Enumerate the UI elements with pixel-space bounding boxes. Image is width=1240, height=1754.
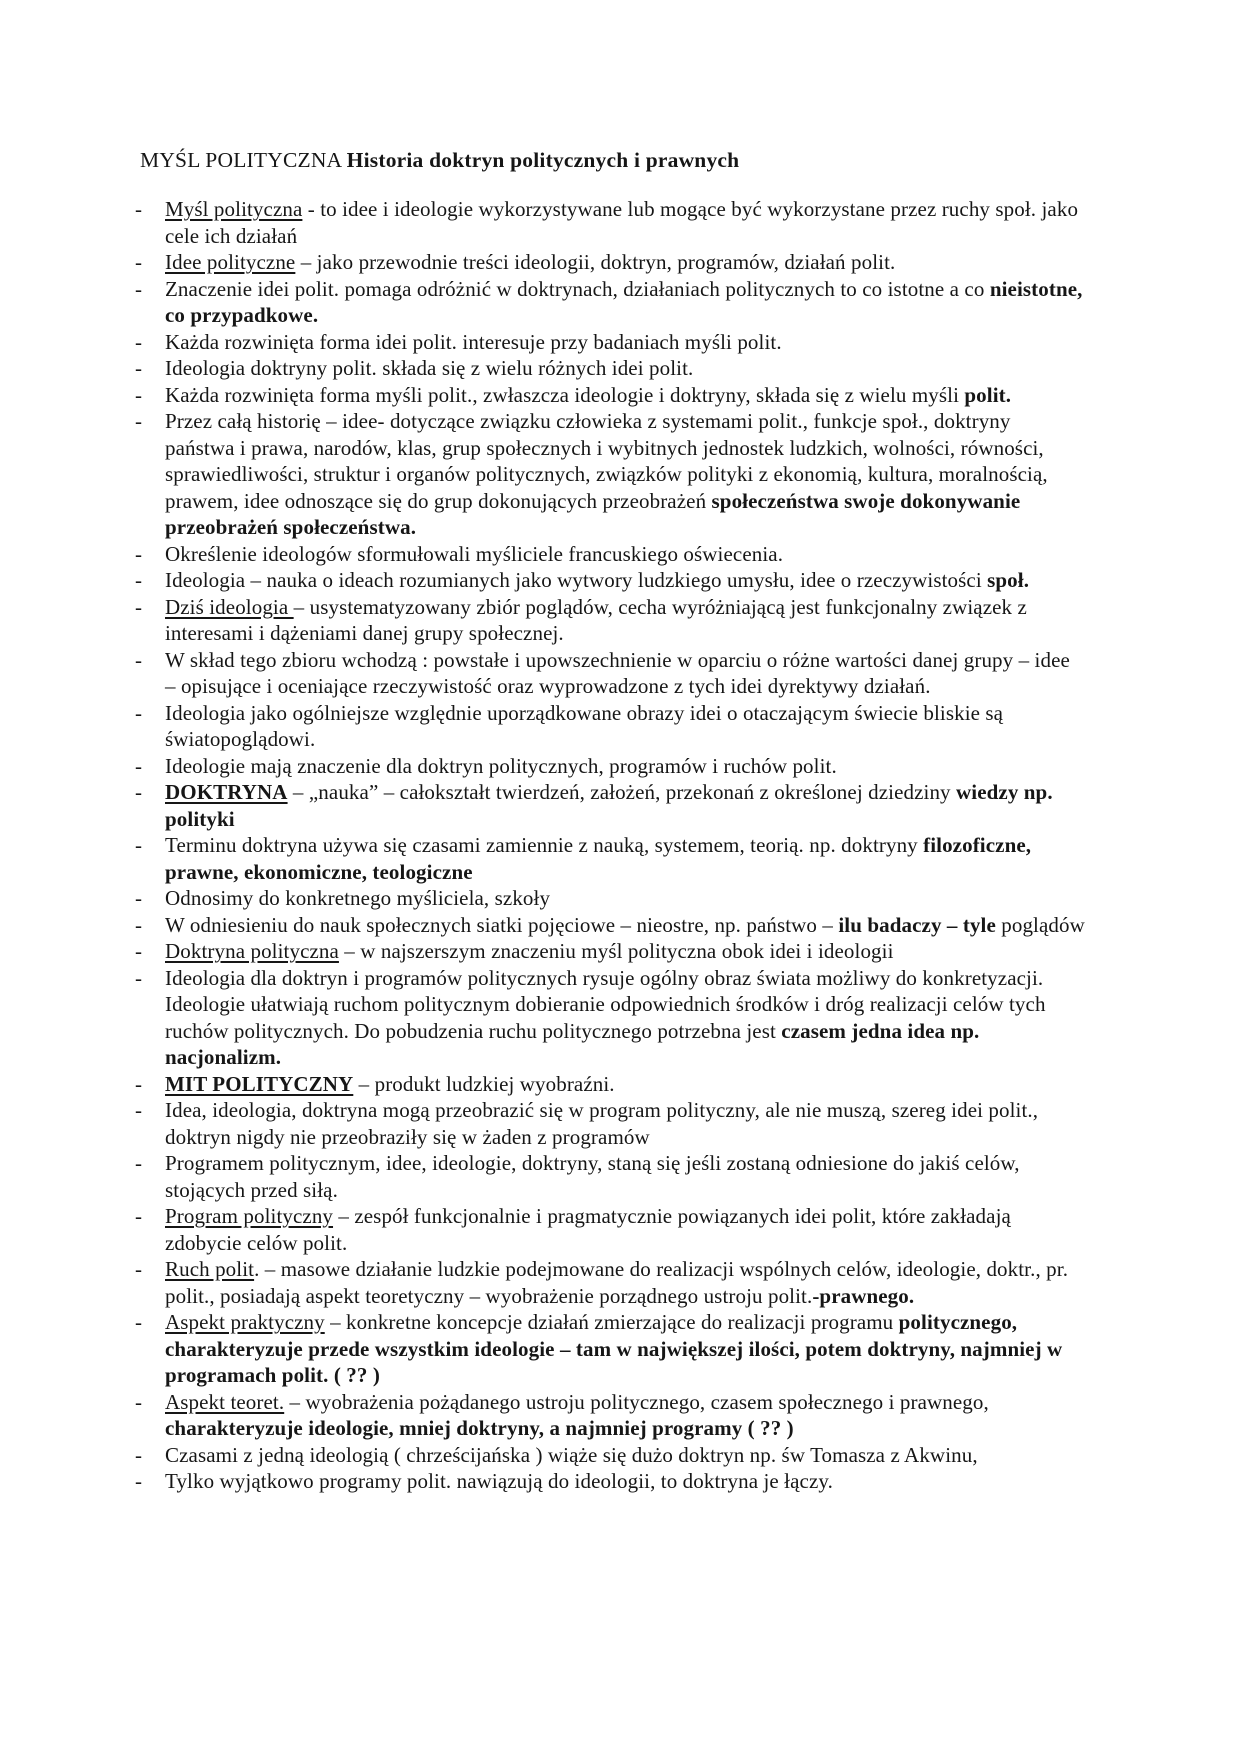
text-segment: - to idee i ideologie wykorzystywane lub mogące być wykorzystane przez ruchy społ. jako cele ich działań <box>165 197 1079 248</box>
list-item <box>133 196 1085 249</box>
item-text <box>165 1072 615 1096</box>
list-item <box>133 1071 1085 1098</box>
bullet-dash: - <box>135 833 143 857</box>
item-text <box>165 754 837 778</box>
text-segment: charakteryzuje ideologie, mniej doktryny, a najmniej programy ( ?? ) <box>165 1416 794 1440</box>
text-segment: Ideologia dla doktryn i programów politycznych rysuje ogólny obraz świata możliwy do konkretyzacji. Ideologie ułatwiają ruchom politycznym dobieranie odpowiednich środków i dróg realizacji celów tych ruchów politycznych. Do pobudzenia ruchu politycznego potrzebna jest <box>165 965 1046 1043</box>
page-title <box>140 147 739 174</box>
bullet-dash: - <box>135 965 143 990</box>
bullet-dash: - <box>135 1151 143 1175</box>
bullet-list <box>133 196 1085 1495</box>
list-item <box>133 938 1085 965</box>
item-text <box>165 913 1085 937</box>
text-segment: Idea, ideologia, doktryna mogą przeobrazić się w program polityczny, ale nie muszą, szereg idei polit., doktryn nigdy nie przeobraziły się w żaden z programów <box>165 1098 1039 1149</box>
bullet-dash: - <box>135 250 143 274</box>
item-text <box>165 648 1070 699</box>
item-text <box>165 1390 989 1441</box>
text-segment: – produkt ludzkiej wyobraźni. <box>353 1071 615 1096</box>
text-segment: W odniesieniu do nauk społecznych siatki pojęciowe – nieostre, np. państwo – <box>165 912 839 937</box>
list-item <box>133 965 1085 1071</box>
item-text <box>165 1310 1062 1387</box>
text-segment: ilu badaczy – tyle <box>838 912 996 937</box>
text-segment: Dziś ideologia <box>165 594 294 619</box>
bullet-dash: - <box>135 1257 143 1281</box>
item-text <box>165 1098 1038 1149</box>
item-text <box>165 409 1048 539</box>
item-text <box>165 939 894 963</box>
list-item <box>133 1150 1085 1203</box>
item-text <box>165 383 1011 407</box>
text-segment: Ideologia jako ogólniejsze względnie uporządkowane obrazy idei o otaczającym świecie bliskie są światopoglądowi. <box>165 700 1004 751</box>
bullet-dash: - <box>135 753 143 778</box>
text-segment: Ruch polit <box>165 1257 255 1281</box>
item-text <box>165 780 1053 831</box>
text-segment: Program polityczny <box>165 1204 334 1228</box>
text-segment: Aspekt teoret. <box>165 1389 285 1414</box>
text-segment: polit. <box>964 382 1012 407</box>
item-text <box>165 1151 1020 1202</box>
list-item <box>133 700 1085 753</box>
list-item <box>133 408 1085 541</box>
bullet-dash: - <box>135 594 143 619</box>
text-segment: politycznego, charakteryzuje przede wszystkim ideologie – tam w największej ilości, potem doktryny, najmniej w programach polit. ( ?? ) <box>165 1310 1063 1387</box>
bullet-dash: - <box>135 1071 143 1096</box>
list-item <box>133 594 1085 647</box>
item-text <box>165 568 1029 592</box>
bullet-dash: - <box>135 409 143 433</box>
text-segment: Określenie ideologów sformułowali myśliciele francuskiego oświecenia. <box>165 541 784 566</box>
list-item <box>133 1203 1085 1256</box>
text-segment: Ideologia doktryny polit. składa się z wielu różnych idei polit. <box>165 356 694 380</box>
list-item <box>133 1309 1085 1389</box>
list-item <box>133 753 1085 780</box>
text-segment: – wyobrażenia pożądanego ustroju politycznego, czasem społecznego i prawnego, <box>284 1389 989 1414</box>
bullet-dash: - <box>135 1204 143 1228</box>
text-segment: W skład tego zbioru wchodzą : powstałe i upowszechnienie w oparciu o różne wartości danej grupy – idee – opisujące i oceniające rzeczywistość oraz wyprowadzone z tych idei dyrektywy działań. <box>165 647 1070 698</box>
text-segment: – konkretne koncepcje działań zmierzające do realizacji programu <box>324 1310 899 1334</box>
item-text <box>165 197 1078 248</box>
text-segment: DOKTRYNA <box>165 780 288 804</box>
item-text <box>165 250 895 274</box>
text-segment: Terminu doktryna używa się czasami zamiennie z nauką, systemem, teorią. np. doktryny <box>165 833 924 857</box>
list-item <box>133 647 1085 700</box>
bullet-dash: - <box>135 382 143 407</box>
text-segment: Ideologia – nauka o ideach rozumianych jako wytwory ludzkiego umysłu, idee o rzeczywistości <box>165 568 988 592</box>
text-segment: poglądów <box>995 912 1085 937</box>
text-segment: Doktryna polityczna <box>165 939 339 963</box>
bullet-dash: - <box>135 329 143 354</box>
text-segment: MIT POLITYCZNY <box>165 1071 354 1096</box>
bullet-dash: - <box>135 276 143 301</box>
list-item <box>133 779 1085 832</box>
bullet-dash: - <box>135 939 143 963</box>
text-segment: – usystematyzowany zbiór poglądów, cecha wyróżniającą jest funkcjonalny związek z interesami i dążeniami danej grupy społecznej. <box>165 594 1027 645</box>
text-segment: Każda rozwinięta forma myśli polit., zwłaszcza ideologie i doktryny, składa się z wielu myśli <box>165 382 965 407</box>
item-text <box>165 277 1083 328</box>
text-segment: MYŚL POLITYCZNA <box>140 148 347 172</box>
text-segment: Odnosimy do konkretnego myśliciela, szkoły <box>165 886 551 910</box>
text-segment: . – masowe działanie ludzkie podejmowane do realizacji wspólnych celów, ideologie, doktr., pr. polit., posiadają aspekt teoretyczny – wyobrażenie porządnego ustroju polit. <box>165 1257 1069 1308</box>
bullet-dash: - <box>135 541 143 566</box>
bullet-dash: - <box>135 356 143 380</box>
text-segment: – „nauka” – całokształt twierdzeń, założeń, przekonań z określonej dziedziny <box>287 780 956 804</box>
list-item <box>133 276 1085 329</box>
text-segment: – w najszerszym znaczeniu myśl polityczna obok idei i ideologii <box>338 939 894 963</box>
text-segment: -prawnego. <box>812 1283 915 1308</box>
item-text <box>165 1204 1011 1255</box>
list-item <box>133 1097 1085 1150</box>
list-item <box>133 1468 1085 1495</box>
list-item <box>133 541 1085 568</box>
item-text <box>165 886 550 910</box>
bullet-dash: - <box>135 1469 143 1493</box>
bullet-dash: - <box>135 197 143 221</box>
bullet-dash: - <box>135 647 143 672</box>
item-text <box>165 595 1027 646</box>
text-segment: Czasami z jedną ideologią ( chrześcijańska ) wiąże się dużo doktryn np. św Tomasza z Akwinu, <box>165 1442 978 1467</box>
bullet-dash: - <box>135 912 143 937</box>
text-segment: Idee polityczne <box>165 250 296 274</box>
item-text <box>165 330 782 354</box>
bullet-dash: - <box>135 1442 143 1467</box>
item-text <box>165 542 783 566</box>
bullet-dash: - <box>135 1310 143 1334</box>
list-item <box>133 567 1085 594</box>
bullet-dash: - <box>135 1389 143 1414</box>
text-segment: nieistotne, co przypadkowe. <box>165 276 1083 327</box>
text-segment: Programem politycznym, idee, ideologie, doktryny, staną się jeśli zostaną odniesione do jakiś celów, stojących przed siłą. <box>165 1151 1020 1202</box>
text-segment: Aspekt praktyczny <box>165 1310 325 1334</box>
bullet-dash: - <box>135 886 143 910</box>
bullet-dash: - <box>135 568 143 592</box>
list-item <box>133 1442 1085 1469</box>
text-segment: Historia doktryn politycznych i prawnych <box>346 148 740 172</box>
list-item <box>133 249 1085 276</box>
text-segment: Tylko wyjątkowo programy polit. nawiązują do ideologii, to doktryna je łączy. <box>165 1469 833 1493</box>
item-text <box>165 701 1003 752</box>
text-segment: Myśl polityczna <box>165 197 303 221</box>
list-item <box>133 355 1085 382</box>
text-segment: Ideologie mają znaczenie dla doktryn politycznych, programów i ruchów polit. <box>165 753 837 778</box>
item-text <box>165 356 693 380</box>
bullet-dash: - <box>135 700 143 725</box>
text-segment: wiedzy np. polityki <box>165 780 1053 831</box>
text-segment: Przez całą historię – idee- dotyczące związku człowieka z systemami polit., funkcje społ., doktryny państwa i prawa, narodów, klas, grup społecznych i wybitnych jednostek ludzkich, wolności, równości, sprawiedliwości, struktur i organów politycznych, związków polityki z ekonomią, kultura, moralnością, prawem, idee odnoszące się do grup dokonujących przeobrażeń <box>165 409 1048 513</box>
text-segment: czasem jedna idea np. nacjonalizm. <box>165 1018 980 1069</box>
list-item <box>133 329 1085 356</box>
list-item <box>133 1256 1085 1309</box>
text-segment: filozoficzne, prawne, ekonomiczne, teologiczne <box>165 833 1032 884</box>
text-segment: – zespół funkcjonalnie i pragmatycznie powiązanych idei polit, które zakładają zdobycie celów polit. <box>165 1204 1011 1255</box>
list-item <box>133 382 1085 409</box>
text-segment: – jako przewodnie treści ideologii, doktryn, programów, działań polit. <box>295 250 896 274</box>
text-segment: Znaczenie idei polit. pomaga odróżnić w doktrynach, działaniach politycznych to co istotne a co <box>165 276 990 301</box>
item-text <box>165 1443 978 1467</box>
item-text <box>165 966 1046 1070</box>
list-item <box>133 885 1085 912</box>
item-text <box>165 1257 1068 1308</box>
bullet-dash: - <box>135 780 143 804</box>
item-text <box>165 833 1031 884</box>
bullet-dash: - <box>135 1098 143 1122</box>
text-segment: społ. <box>987 568 1030 592</box>
text-segment: Każda rozwinięta forma idei polit. interesuje przy badaniach myśli polit. <box>165 329 782 354</box>
text-segment: społeczeństwa swoje dokonywanie przeobrażeń społeczeństwa. <box>165 488 1021 539</box>
list-item <box>133 832 1085 885</box>
list-item <box>133 1389 1085 1442</box>
list-item <box>133 912 1085 939</box>
item-text <box>165 1469 833 1493</box>
